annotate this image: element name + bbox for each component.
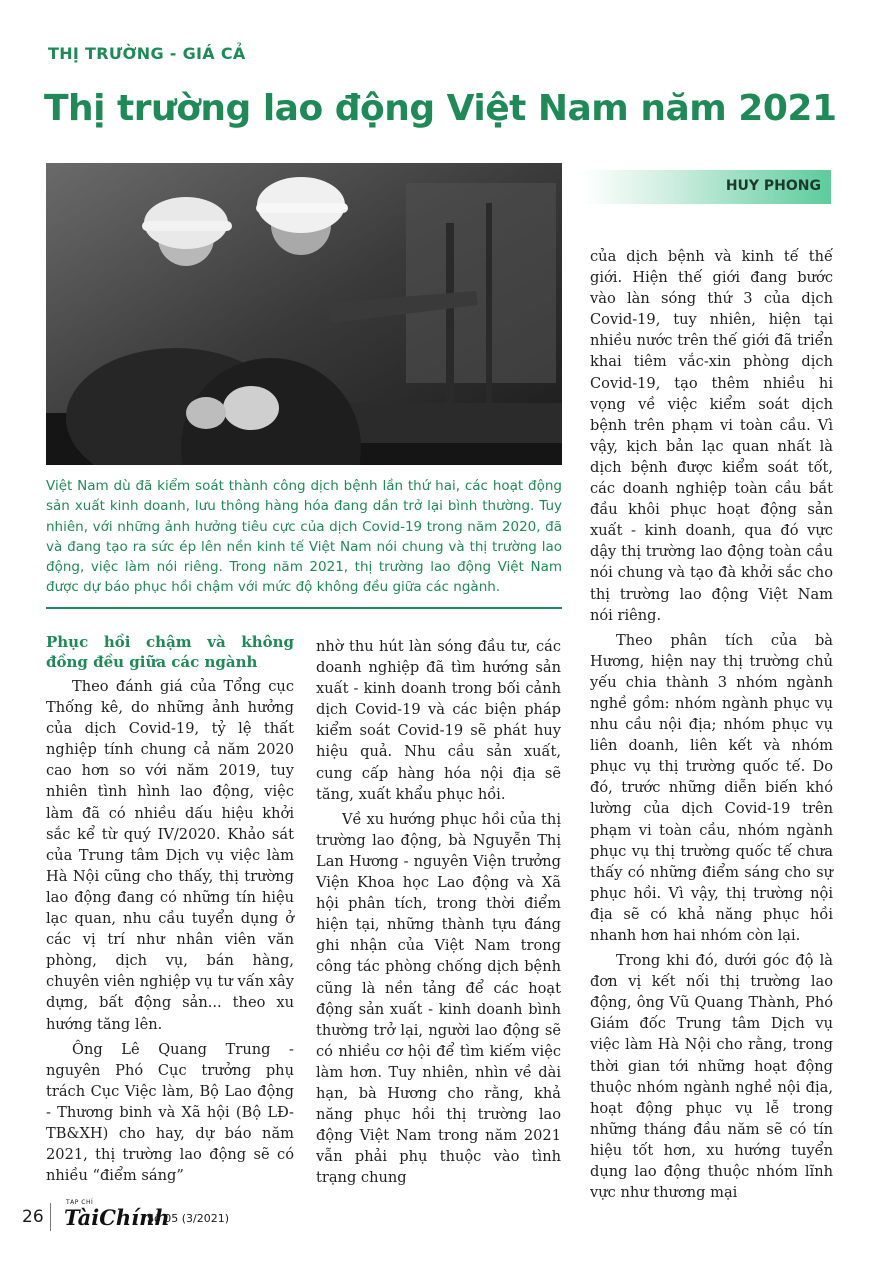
- article-photo: [46, 163, 562, 465]
- paragraph: Theo phân tích của bà Hương, hiện nay thị trường chủ yếu chia thành 3 nhóm ngành nghề gồm: nhóm ngành phục vụ nhu cầu nội địa; nhóm phục vụ liên doanh, liên kết và nhóm phục vụ thị trường quốc tế. Do đó, trước những diễn biến khó lường của dịch Covid-19 trên phạm vi toàn cầu, nhóm ngành phục vụ thị trường quốc tế chưa thấy có những điểm sáng cho sự phục hồi. Vì vậy, thị trường nội địa sẽ có khả năng phục hồi nhanh hơn hai nhóm còn lại.: [590, 631, 833, 944]
- article-column-2: [316, 636, 561, 1192]
- workers-photo-illustration: [46, 163, 562, 465]
- magazine-prefix: TẠP CHÍ: [66, 1199, 94, 1206]
- paragraph: Về xu hướng phục hồi của thị trường lao động, bà Nguyễn Thị Lan Hương - nguyên Viện trưởng Viện Khoa học Lao động và Xã hội phân tích, trong thời điểm hiện tại, những thành tựu đáng ghi nhận của Việt Nam trong công tác phòng chống dịch bệnh cũng là nền tảng để các hoạt động sản xuất - kinh doanh bình thường trở lại, người lao động sẽ có nhiều cơ hội để tìm kiếm việc làm hơn. Tuy nhiên, nhìn về dài hạn, bà Hương cho rằng, khả năng phục hồi thị trường lao động Việt Nam trong năm 2021 vẫn phải phụ thuộc vào tình trạng chung: [316, 810, 561, 1187]
- article-headline: Thị trường lao động Việt Nam năm 2021: [44, 88, 837, 129]
- paragraph: Trong khi đó, dưới góc độ là đơn vị kết nối thị trường lao động, ông Vũ Quang Thành, Phó Giám đốc Trung tâm Dịch vụ việc làm Hà Nội cho rằng, trong thời gian tới những hoạt động thuộc nhóm ngành nghề nội địa, hoạt động phục vụ lễ trong những tháng đầu năm sẽ có tín hiệu tốt hơn, xu hướng tuyển dụng lao động thuộc nhóm lĩnh vực như thương mại: [590, 952, 833, 1202]
- paragraph: Ông Lê Quang Trung - nguyên Phó Cục trưởng phụ trách Cục Việc làm, Bộ Lao động - Thương binh và Xã hội (Bộ LĐ-TB&XH) cho hay, dự báo năm 2021, thị trường lao động sẽ có nhiều “điểm sáng”: [46, 1040, 294, 1185]
- photo-caption: Việt Nam dù đã kiểm soát thành công dịch bệnh lần thứ hai, các hoạt động sản xuất kinh doanh, lưu thông hàng hóa đang dần trở lại bình thường. Tuy nhiên, với những ảnh hưởng tiêu cực của dịch Covid-19 trong năm 2020, đã và đang tạo ra sức ép lên nền kinh tế Việt Nam nói chung và thị trường lao động, việc làm nói riêng. Trong năm 2021, thị trường lao động Việt Nam được dự báo phục hồi chậm với mức độ không đều giữa các ngành.: [46, 478, 562, 596]
- magazine-logo: TàiChính: [64, 1205, 170, 1230]
- article-subheading: Phục hồi chậm và không đồng đều giữa các ngành: [46, 633, 294, 671]
- caption-divider: [46, 607, 562, 609]
- page-number: 26: [22, 1207, 44, 1227]
- paragraph: Theo đánh giá của Tổng cục Thống kê, do những ảnh hưởng của dịch Covid-19, tỷ lệ thất nghiệp tính chung cả năm 2020 cao hơn so với năm 2019, tuy nhiên tình hình lao động, việc làm đã có nhiều dấu hiệu khởi sắc kể từ quý IV/2020. Khảo sát của Trung tâm Dịch vụ việc làm Hà Nội cũng cho thấy, thị trường lao động đang có những tín hiệu lạc quan, nhu cầu tuyển dụng ở các vị trí như nhân viên văn phòng, dịch vụ, bán hàng, chuyên viên nghiệp vụ tư vấn xây dựng, bất động sản... theo xu hướng tăng lên.: [46, 678, 294, 1033]
- paragraph: nhờ thu hút làn sóng đầu tư, các doanh nghiệp đã tìm hướng sản xuất - kinh doanh trong bối cảnh dịch Covid-19 và các biện pháp kiểm soát Covid-19 sẽ phát huy hiệu quả. Nhu cầu sản xuất, cung cấp hàng hóa nội địa sẽ tăng, xuất khẩu phục hồi.: [316, 638, 561, 803]
- issue-number: Số 05 (3/2021): [147, 1212, 229, 1225]
- article-column-3: [590, 246, 833, 1207]
- paragraph: của dịch bệnh và kinh tế thế giới. Hiện thế giới đang bước vào làn sóng thứ 3 của dịch Covid-19, tuy nhiên, hiện tại nhiều nước trên thế giới đã triển khai tiêm vắc-xin phòng dịch Covid-19, tạo thêm nhiều hi vọng về việc kiểm soát dịch bệnh trên phạm vi toàn cầu. Vì vậy, kịch bản lạc quan nhất là dịch bệnh được kiểm soát tốt, các doanh nghiệp toàn cầu bắt đầu khôi phục hoạt động sản xuất - kinh doanh, qua đó vực dậy thị trường lao động toàn cầu nói chung và tạo đà khởi sắc cho thị trường lao động Việt Nam nói riêng.: [590, 248, 833, 624]
- article-column-1: [46, 632, 294, 1190]
- author-banner: [582, 170, 831, 204]
- author-name: HUY PHONG: [725, 178, 821, 194]
- footer-divider: [50, 1203, 51, 1231]
- section-label: THỊ TRƯỜNG - GIÁ CẢ: [48, 44, 246, 63]
